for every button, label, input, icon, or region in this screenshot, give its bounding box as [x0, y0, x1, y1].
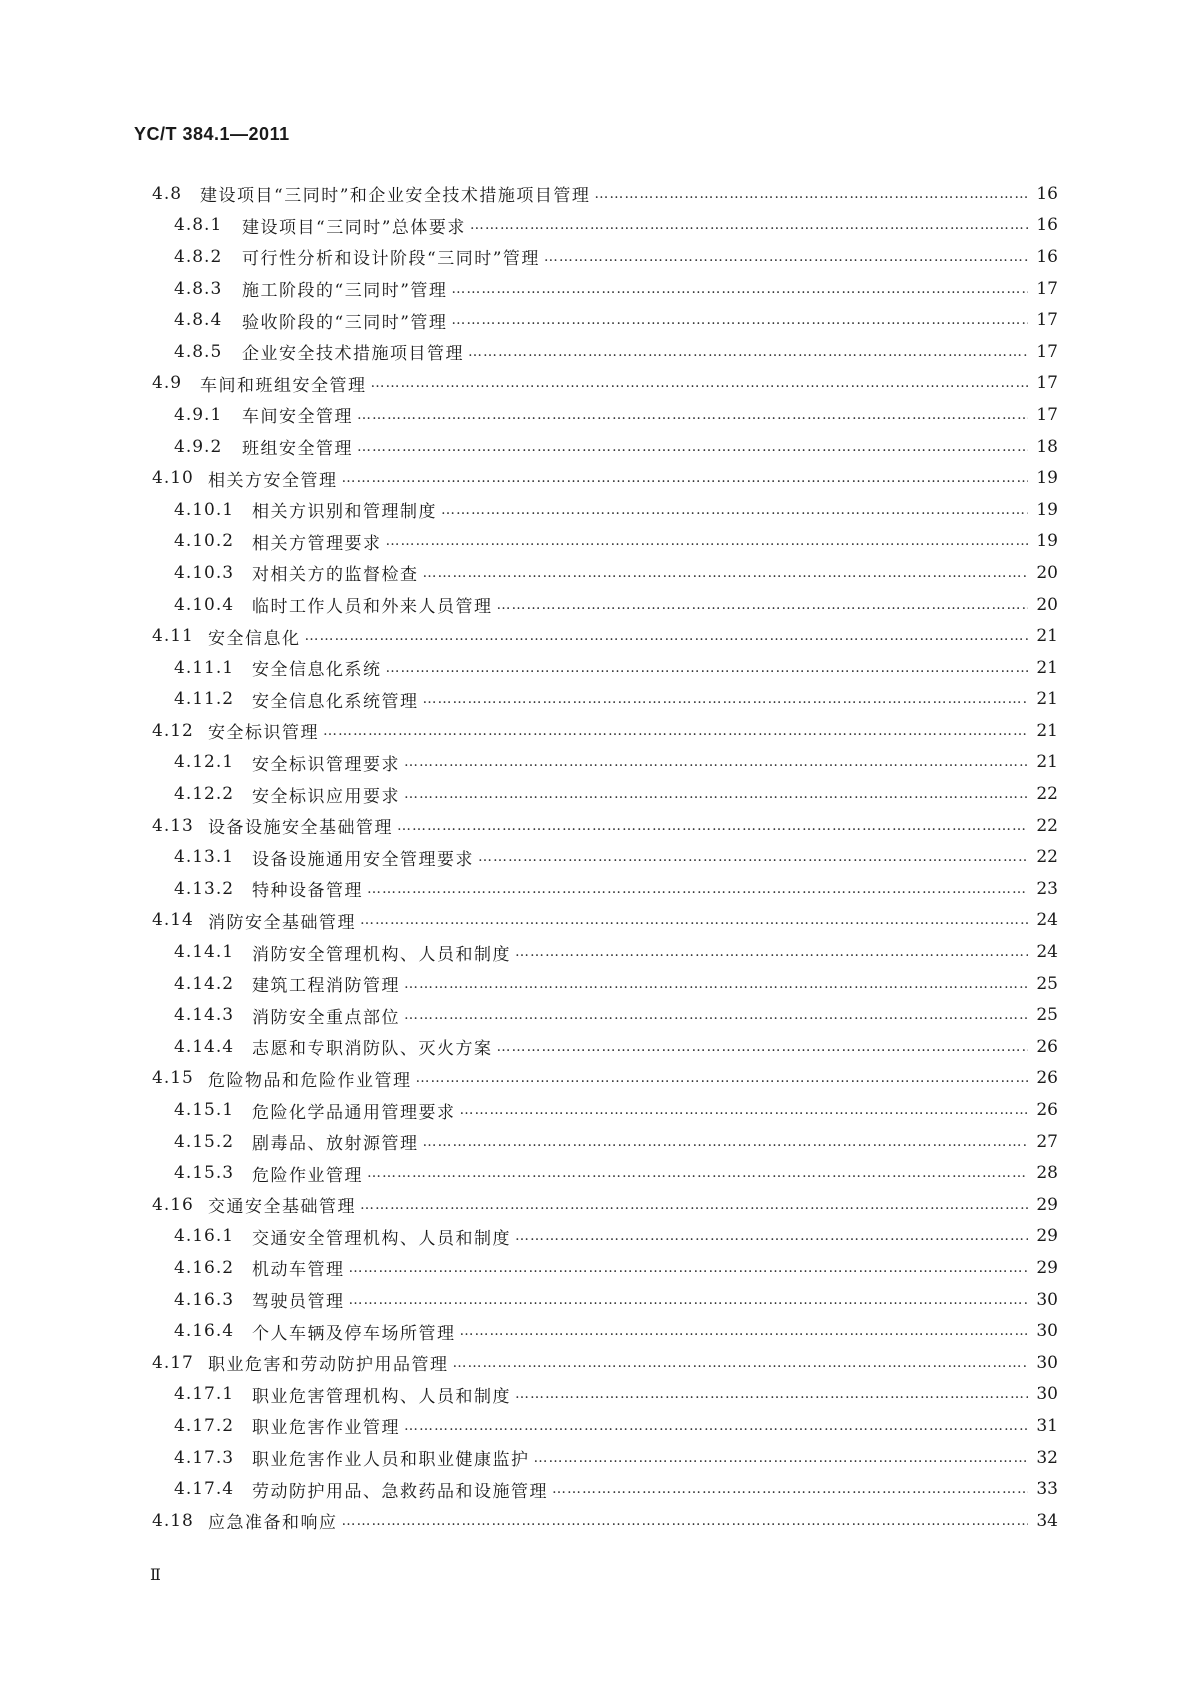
toc-entry-title: 对相关方的监督检查 [252, 565, 419, 586]
toc-leader-dots [468, 344, 1028, 360]
toc-entry-number: 4.8.4 [174, 310, 223, 331]
toc-entry-number: 4.16.3 [174, 1289, 235, 1310]
toc-entry[interactable] [152, 178, 1058, 210]
toc-entry-page: 17 [1036, 373, 1058, 394]
toc-entry-title: 交通安全基础管理 [208, 1197, 356, 1218]
toc-entry-page: 16 [1036, 246, 1058, 267]
toc-leader-dots [451, 281, 1028, 297]
toc-leader-dots [371, 375, 1029, 391]
toc-entry-number: 4.15 [152, 1068, 194, 1089]
toc-leader-dots [460, 1323, 1029, 1339]
toc-entry-title: 设备设施通用安全管理要求 [252, 849, 474, 870]
toc-leader-dots [404, 786, 1028, 802]
toc-entry[interactable] [152, 1473, 1058, 1505]
toc-entry[interactable] [152, 841, 1058, 873]
toc-entry-page: 33 [1036, 1479, 1058, 1500]
toc-entry-number: 4.17.4 [174, 1479, 235, 1500]
toc-entry-number: 4.8.5 [174, 341, 223, 362]
toc-leader-dots [357, 439, 1028, 455]
toc-entry-number: 4.13.2 [174, 878, 235, 899]
toc-entry-page: 22 [1036, 784, 1058, 805]
toc-entry-title: 安全信息化系统管理 [252, 691, 419, 712]
toc-leader-dots [460, 1102, 1029, 1118]
toc-entry-title: 验收阶段的“三同时”管理 [242, 312, 448, 333]
toc-entry-page: 27 [1036, 1131, 1058, 1152]
toc-entry-number: 4.10.1 [174, 499, 235, 520]
toc-leader-dots [594, 186, 1028, 202]
toc-entry-number: 4.9.2 [174, 436, 223, 457]
toc-entry-title: 安全信息化 [208, 628, 301, 649]
toc-entry-title: 劳动防护用品、急救药品和设施管理 [252, 1481, 548, 1502]
toc-entry-title: 消防安全重点部位 [252, 1007, 400, 1028]
toc-entry-title: 临时工作人员和外来人员管理 [252, 597, 493, 618]
toc-leader-dots [423, 1134, 1029, 1150]
toc-entry-page: 26 [1036, 1036, 1058, 1057]
toc-entry[interactable] [152, 557, 1058, 589]
toc-entry[interactable] [152, 1031, 1058, 1063]
toc-entry-number: 4.17 [152, 1352, 194, 1373]
toc-entry-page: 30 [1036, 1289, 1058, 1310]
toc-leader-dots [515, 1228, 1028, 1244]
toc-entry[interactable] [152, 1126, 1058, 1158]
toc-entry-page: 34 [1036, 1510, 1058, 1531]
toc-leader-dots [397, 818, 1028, 834]
toc-entry-page: 24 [1036, 942, 1058, 963]
toc-entry[interactable] [152, 1189, 1058, 1221]
toc-leader-dots [349, 1260, 1029, 1276]
toc-entry-title: 危险作业管理 [252, 1165, 363, 1186]
toc-entry-page: 30 [1036, 1352, 1058, 1373]
toc-entry-page: 25 [1036, 973, 1058, 994]
toc-entry[interactable] [152, 526, 1058, 558]
toc-entry[interactable] [152, 873, 1058, 905]
toc-entry-page: 18 [1036, 436, 1058, 457]
toc-entry[interactable] [152, 747, 1058, 779]
toc-entry-number: 4.10 [152, 468, 194, 489]
toc-entry[interactable] [152, 589, 1058, 621]
toc-entry-page: 19 [1036, 499, 1058, 520]
toc-entry-number: 4.11 [152, 626, 194, 647]
toc-entry[interactable] [152, 1157, 1058, 1189]
toc-entry[interactable] [152, 810, 1058, 842]
toc-entry-title: 危险化学品通用管理要求 [252, 1102, 456, 1123]
toc-entry-title: 建设项目“三同时”和企业安全技术措施项目管理 [200, 186, 591, 207]
toc-entry[interactable] [152, 399, 1058, 431]
toc-entry[interactable] [152, 336, 1058, 368]
toc-entry-number: 4.15.3 [174, 1163, 235, 1184]
toc-entry-title: 安全标识管理 [208, 723, 319, 744]
document-header: YC/T 384.1—2011 [134, 124, 290, 144]
toc-entry-title: 安全信息化系统 [252, 660, 382, 681]
toc-entry-title: 车间和班组安全管理 [200, 375, 367, 396]
toc-entry-title: 车间安全管理 [242, 407, 353, 428]
toc-entry-number: 4.9 [152, 373, 183, 394]
toc-leader-dots [423, 565, 1029, 581]
toc-entry[interactable] [152, 968, 1058, 1000]
toc-leader-dots [534, 1450, 1029, 1466]
toc-entry-number: 4.14 [152, 910, 194, 931]
toc-entry-number: 4.10.3 [174, 562, 235, 583]
toc-entry-page: 28 [1036, 1163, 1058, 1184]
toc-entry-page: 21 [1036, 689, 1058, 710]
toc-leader-dots [497, 1039, 1029, 1055]
toc-entry-page: 17 [1036, 310, 1058, 331]
toc-entry-title: 驾驶员管理 [252, 1292, 345, 1313]
toc-entry-number: 4.13 [152, 815, 194, 836]
toc-entry-number: 4.13.1 [174, 847, 235, 868]
toc-leader-dots [360, 912, 1028, 928]
toc-leader-dots [404, 754, 1028, 770]
table-of-contents [152, 178, 1058, 1537]
toc-leader-dots [323, 723, 1028, 739]
toc-entry-number: 4.16.4 [174, 1321, 235, 1342]
toc-entry-number: 4.10.2 [174, 531, 235, 552]
toc-leader-dots [441, 502, 1028, 518]
toc-entry-page: 17 [1036, 404, 1058, 425]
toc-leader-dots [478, 849, 1028, 865]
toc-entry[interactable] [152, 1347, 1058, 1379]
toc-entry-number: 4.17.1 [174, 1384, 235, 1405]
toc-entry-number: 4.8 [152, 183, 183, 204]
toc-entry-title: 消防安全基础管理 [208, 912, 356, 933]
toc-entry-number: 4.8.1 [174, 215, 223, 236]
toc-leader-dots [451, 312, 1028, 328]
toc-entry-page: 21 [1036, 626, 1058, 647]
toc-entry-title: 安全标识应用要求 [252, 786, 400, 807]
toc-entry[interactable] [152, 210, 1058, 242]
toc-leader-dots [404, 976, 1028, 992]
toc-entry-page: 26 [1036, 1068, 1058, 1089]
toc-entry-title: 施工阶段的“三同时”管理 [242, 281, 448, 302]
page-number: Ⅱ [150, 1565, 161, 1584]
toc-entry[interactable] [152, 684, 1058, 716]
toc-entry[interactable] [152, 494, 1058, 526]
toc-entry[interactable] [152, 1252, 1058, 1284]
toc-entry-page: 25 [1036, 1005, 1058, 1026]
toc-leader-dots [342, 1513, 1029, 1529]
toc-entry[interactable] [152, 715, 1058, 747]
toc-leader-dots [453, 1355, 1029, 1371]
toc-entry-title: 设备设施安全基础管理 [208, 818, 393, 839]
toc-entry-number: 4.14.4 [174, 1036, 235, 1057]
toc-entry-page: 16 [1036, 183, 1058, 204]
toc-entry[interactable] [152, 1094, 1058, 1126]
toc-entry[interactable] [152, 620, 1058, 652]
toc-entry-number: 4.12 [152, 720, 194, 741]
toc-entry-title: 职业危害和劳动防护用品管理 [208, 1355, 449, 1376]
toc-entry-title: 个人车辆及停车场所管理 [252, 1323, 456, 1344]
toc-entry-page: 23 [1036, 878, 1058, 899]
toc-leader-dots [349, 1292, 1029, 1308]
toc-entry-number: 4.15.1 [174, 1100, 235, 1121]
toc-entry-title: 消防安全管理机构、人员和制度 [252, 944, 511, 965]
toc-entry-number: 4.17.2 [174, 1415, 235, 1436]
toc-entry[interactable] [152, 1410, 1058, 1442]
toc-entry-number: 4.9.1 [174, 404, 223, 425]
toc-entry-page: 32 [1036, 1447, 1058, 1468]
toc-leader-dots [544, 249, 1028, 265]
toc-entry-number: 4.12.2 [174, 784, 235, 805]
toc-entry-page: 22 [1036, 847, 1058, 868]
toc-leader-dots [360, 1197, 1028, 1213]
toc-entry[interactable] [152, 241, 1058, 273]
toc-entry-page: 31 [1036, 1415, 1058, 1436]
toc-leader-dots [357, 407, 1028, 423]
toc-entry-title: 应急准备和响应 [208, 1513, 338, 1534]
toc-entry-number: 4.17.3 [174, 1447, 235, 1468]
toc-entry-number: 4.8.2 [174, 246, 223, 267]
toc-entry-page: 21 [1036, 657, 1058, 678]
toc-entry-number: 4.16.2 [174, 1257, 235, 1278]
toc-entry-number: 4.16.1 [174, 1226, 235, 1247]
toc-entry-title: 安全标识管理要求 [252, 754, 400, 775]
toc-entry-title: 职业危害作业管理 [252, 1418, 400, 1439]
toc-entry[interactable] [152, 1315, 1058, 1347]
toc-entry-title: 建设项目“三同时”总体要求 [242, 217, 466, 238]
toc-entry-title: 志愿和专职消防队、灭火方案 [252, 1039, 493, 1060]
toc-entry-page: 29 [1036, 1257, 1058, 1278]
toc-entry[interactable] [152, 1505, 1058, 1537]
toc-entry-title: 班组安全管理 [242, 439, 353, 460]
toc-entry[interactable] [152, 368, 1058, 400]
toc-entry-page: 20 [1036, 594, 1058, 615]
toc-entry-page: 17 [1036, 341, 1058, 362]
toc-entry-page: 24 [1036, 910, 1058, 931]
toc-entry[interactable] [152, 273, 1058, 305]
toc-leader-dots [367, 1165, 1028, 1181]
toc-entry-number: 4.10.4 [174, 594, 235, 615]
toc-leader-dots [342, 470, 1029, 486]
toc-entry-page: 22 [1036, 815, 1058, 836]
toc-entry-page: 19 [1036, 468, 1058, 489]
toc-entry-title: 交通安全管理机构、人员和制度 [252, 1228, 511, 1249]
toc-leader-dots [305, 628, 1029, 644]
toc-leader-dots [404, 1418, 1028, 1434]
toc-entry[interactable] [152, 999, 1058, 1031]
toc-entry-page: 30 [1036, 1384, 1058, 1405]
toc-entry[interactable] [152, 431, 1058, 463]
toc-entry-number: 4.14.2 [174, 973, 235, 994]
toc-leader-dots [515, 1386, 1028, 1402]
toc-entry[interactable] [152, 1284, 1058, 1316]
toc-entry-title: 剧毒品、放射源管理 [252, 1134, 419, 1155]
toc-entry-title: 企业安全技术措施项目管理 [242, 344, 464, 365]
toc-entry-page: 29 [1036, 1226, 1058, 1247]
toc-entry[interactable] [152, 1063, 1058, 1095]
toc-leader-dots [386, 533, 1029, 549]
toc-entry[interactable] [152, 652, 1058, 684]
toc-entry-title: 危险物品和危险作业管理 [208, 1070, 412, 1091]
toc-leader-dots [497, 597, 1029, 613]
toc-entry[interactable] [152, 905, 1058, 937]
toc-entry-page: 26 [1036, 1100, 1058, 1121]
toc-entry-number: 4.11.1 [174, 657, 235, 678]
toc-entry-title: 职业危害管理机构、人员和制度 [252, 1386, 511, 1407]
toc-entry-page: 20 [1036, 562, 1058, 583]
toc-entry-number: 4.8.3 [174, 278, 223, 299]
toc-entry[interactable] [152, 1442, 1058, 1474]
toc-entry-number: 4.15.2 [174, 1131, 235, 1152]
toc-entry-title: 特种设备管理 [252, 881, 363, 902]
toc-entry[interactable] [152, 1221, 1058, 1253]
toc-entry-title: 可行性分析和设计阶段“三同时”管理 [242, 249, 540, 270]
toc-entry-number: 4.11.2 [174, 689, 235, 710]
toc-entry-page: 29 [1036, 1194, 1058, 1215]
toc-leader-dots [515, 944, 1028, 960]
toc-entry-page: 16 [1036, 215, 1058, 236]
toc-leader-dots [386, 660, 1029, 676]
toc-entry-page: 21 [1036, 752, 1058, 773]
toc-entry-number: 4.14.3 [174, 1005, 235, 1026]
toc-leader-dots [470, 217, 1028, 233]
toc-leader-dots [367, 881, 1028, 897]
toc-entry-number: 4.18 [152, 1510, 194, 1531]
toc-entry-number: 4.16 [152, 1194, 194, 1215]
toc-entry-number: 4.12.1 [174, 752, 235, 773]
toc-leader-dots [416, 1070, 1029, 1086]
toc-entry-page: 17 [1036, 278, 1058, 299]
toc-entry-title: 建筑工程消防管理 [252, 976, 400, 997]
toc-leader-dots [404, 1007, 1028, 1023]
toc-entry[interactable] [152, 462, 1058, 494]
toc-entry-title: 相关方识别和管理制度 [252, 502, 437, 523]
toc-entry-title: 职业危害作业人员和职业健康监护 [252, 1450, 530, 1471]
toc-entry-title: 机动车管理 [252, 1260, 345, 1281]
toc-entry-title: 相关方管理要求 [252, 533, 382, 554]
toc-entry-title: 相关方安全管理 [208, 470, 338, 491]
toc-entry-page: 21 [1036, 720, 1058, 741]
toc-entry[interactable] [152, 936, 1058, 968]
toc-entry-page: 19 [1036, 531, 1058, 552]
toc-leader-dots [423, 691, 1029, 707]
toc-entry[interactable] [152, 1379, 1058, 1411]
toc-entry[interactable] [152, 304, 1058, 336]
toc-entry-number: 4.14.1 [174, 942, 235, 963]
toc-leader-dots [552, 1481, 1028, 1497]
toc-entry[interactable] [152, 778, 1058, 810]
toc-entry-page: 30 [1036, 1321, 1058, 1342]
